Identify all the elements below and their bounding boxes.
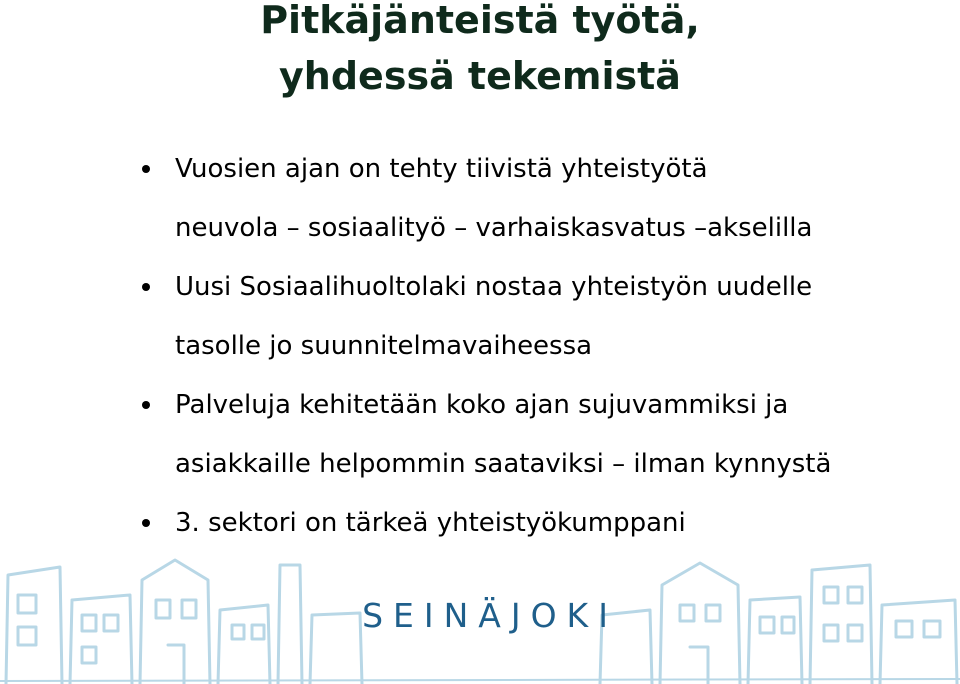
bullet-dot-icon <box>142 401 150 409</box>
bullet-text: Uusi Sosiaalihuoltolaki nostaa yhteistyön uudelle <box>175 272 813 302</box>
bullet-item <box>138 494 938 553</box>
slide-title-line-2: yhdessä tekemistä <box>279 54 681 98</box>
bullet-dot-icon <box>142 165 150 173</box>
bullet-list <box>138 140 938 553</box>
bullet-text: asiakkaille helpommin saataviksi – ilman kynnystä <box>175 449 832 479</box>
seinajoki-logo: SEINÄJOKI <box>362 596 618 635</box>
bullet-item <box>138 140 938 258</box>
bullet-text: neuvola – sosiaalityö – varhaiskasvatus –akselilla <box>175 213 813 243</box>
bullet-dot-icon <box>142 283 150 291</box>
bullet-text: tasolle jo suunnitelmavaiheessa <box>175 331 593 361</box>
bullet-item <box>138 258 938 376</box>
bullet-item <box>138 376 938 494</box>
bullet-text: Vuosien ajan on tehty tiivistä yhteistyötä <box>175 154 708 184</box>
slide-title-line-1: Pitkäjänteistä työtä, <box>260 0 700 42</box>
slide-title <box>0 0 960 104</box>
bullet-text: Palveluja kehitetään koko ajan sujuvammiksi ja <box>175 390 789 420</box>
bullet-text: 3. sektori on tärkeä yhteistyökumppani <box>175 508 686 538</box>
bullet-dot-icon <box>142 519 150 527</box>
